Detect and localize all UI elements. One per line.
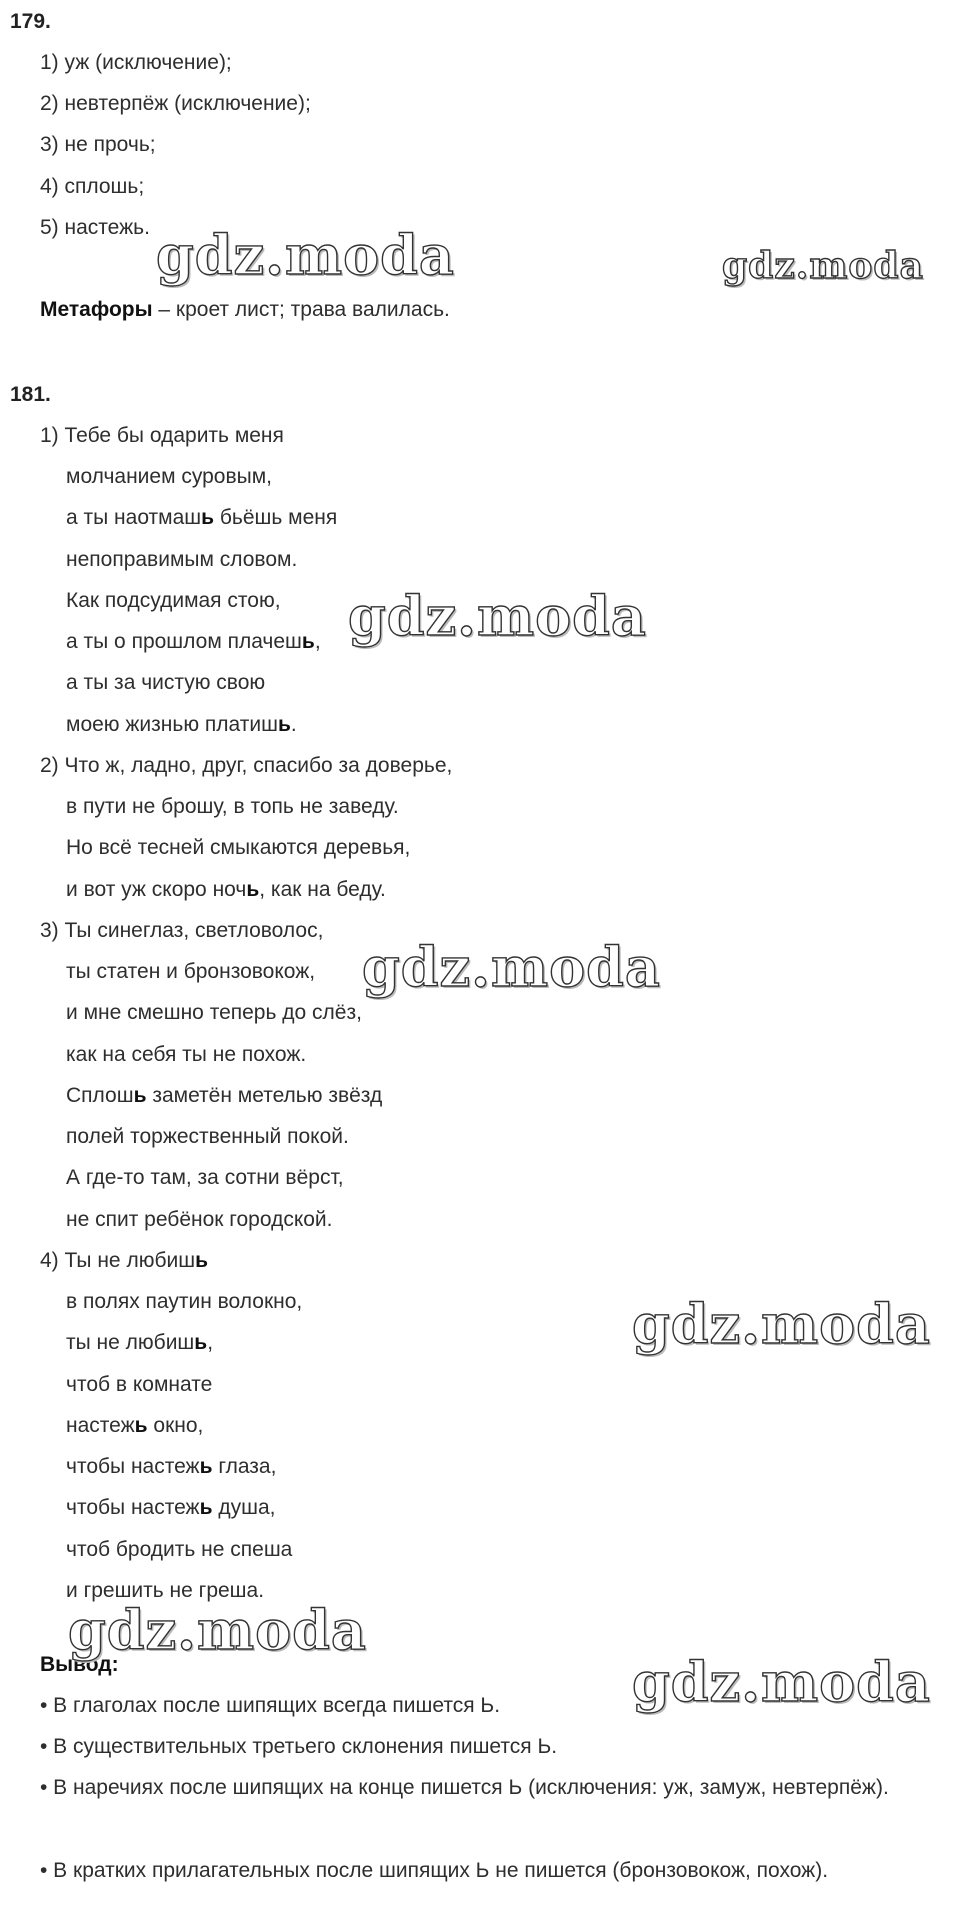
poem1-line-1: 1) Тебе бы одарить меня <box>40 424 284 447</box>
poem4-line-7: чтобы настежь душа, <box>66 1496 276 1519</box>
poem3-line-2: ты статен и бронзовокож, <box>66 960 316 983</box>
poem4-line-1: 4) Ты не любишь <box>40 1249 208 1272</box>
conclusion-item-4: • В кратких прилагательных после шипящих Ь не пишется (бронзовокож, похож). <box>40 1859 829 1882</box>
watermark-logo: gdz.moda <box>348 584 647 648</box>
poem3-line-5: Сплошь заметён метелью звёзд <box>66 1084 383 1107</box>
watermark-logo: gdz.moda <box>632 1292 931 1356</box>
poem1-line-7: а ты за чистую свою <box>66 671 266 694</box>
poem1-line-6: а ты о прошлом плачешь, <box>66 630 321 653</box>
poem4-line-5: настежь окно, <box>66 1414 204 1437</box>
poem1-line-5: Как подсудимая стою, <box>66 589 281 612</box>
poem4-line-8: чтоб бродить не спеша <box>66 1538 293 1561</box>
task-179-item-5: 5) настежь. <box>40 216 150 239</box>
watermark-logo: gdz.moda <box>632 1650 931 1714</box>
watermark-logo: gdz.moda <box>68 1598 367 1662</box>
poem2-line-3: Но всё тесней смыкаются деревья, <box>66 836 411 859</box>
task-181-number: 181. <box>10 383 51 406</box>
watermark-logo: gdz.moda <box>156 223 455 287</box>
poem1-line-3: а ты наотмашь бьёшь меня <box>66 506 338 529</box>
poem1-line-4: непоправимым словом. <box>66 548 298 571</box>
watermark-logo: gdz.moda <box>362 935 661 999</box>
poem4-line-9: и грешить не греша. <box>66 1579 265 1602</box>
conclusion-item-1: • В глаголах после шипящих всегда пишется Ь. <box>40 1694 501 1717</box>
task-179-item-3: 3) не прочь; <box>40 133 156 156</box>
task-179-item-2: 2) невтерпёж (исключение); <box>40 92 311 115</box>
poem1-line-2: молчанием суровым, <box>66 465 272 488</box>
poem4-line-3: ты не любишь, <box>66 1331 214 1354</box>
poem3-line-7: А где-то там, за сотни вёрст, <box>66 1166 344 1189</box>
metaphors-label: Метафоры <box>40 298 153 321</box>
metaphors-text: – кроет лист; трава валилась. <box>152 298 450 321</box>
poem3-line-4: как на себя ты не похож. <box>66 1043 307 1066</box>
poem2-line-2: в пути не брошу, в топь не заведу. <box>66 795 399 818</box>
conclusion-label: Вывод: <box>40 1653 119 1676</box>
poem2-line-4: и вот уж скоро ночь, как на беду. <box>66 878 386 901</box>
poem4-line-4: чтоб в комнате <box>66 1373 213 1396</box>
poem4-line-2: в полях паутин волокно, <box>66 1290 303 1313</box>
poem2-line-1: 2) Что ж, ладно, друг, спасибо за доверье, <box>40 754 453 777</box>
task-179-number: 179. <box>10 10 51 33</box>
poem3-line-8: не спит ребёнок городской. <box>66 1208 333 1231</box>
task-179-item-4: 4) сплошь; <box>40 175 145 198</box>
task-179-item-1: 1) уж (исключение); <box>40 51 232 74</box>
task-179-metaphors <box>40 296 450 324</box>
poem3-line-3: и мне смешно теперь до слёз, <box>66 1001 362 1024</box>
poem1-line-8: моею жизнью платишь. <box>66 713 297 736</box>
watermark-logo: gdz.moda <box>722 245 924 287</box>
conclusion-item-3: • В наречиях после шипящих на конце пишется Ь (исключения: уж, замуж, невтерпёж). <box>40 1776 889 1799</box>
poem3-line-1: 3) Ты синеглаз, светловолос, <box>40 919 324 942</box>
poem4-line-6: чтобы настежь глаза, <box>66 1455 277 1478</box>
poem3-line-6: полей торжественный покой. <box>66 1125 349 1148</box>
conclusion-item-2: • В существительных третьего склонения пишется Ь. <box>40 1735 558 1758</box>
